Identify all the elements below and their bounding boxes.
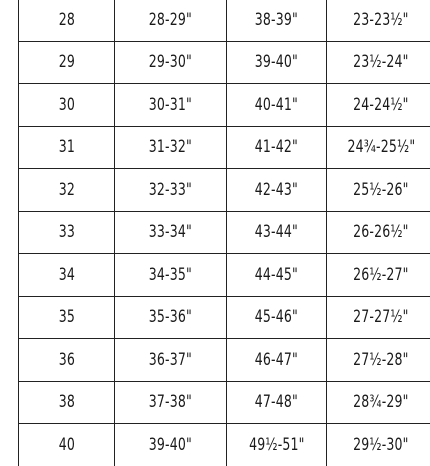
hip-cell [227, 41, 327, 84]
cell-text: 36 [58, 350, 74, 370]
cell-text: 35-36" [149, 307, 192, 327]
cell-text: 34 [58, 265, 74, 285]
size-chart-table [18, 0, 430, 466]
cell-text: 35 [58, 307, 74, 327]
cell-text: 47-48" [255, 392, 298, 412]
cell-text: 29-30" [149, 52, 192, 72]
hip-cell [227, 0, 327, 41]
table-row [19, 211, 430, 254]
cell-text: 33-34" [149, 222, 192, 242]
cell-text: 25½-26" [353, 180, 409, 200]
waist-cell [115, 211, 227, 254]
waist-cell [115, 381, 227, 424]
waist-cell [115, 0, 227, 41]
table-row [19, 126, 430, 169]
inseam-cell [327, 296, 430, 339]
cell-text: 38-39" [255, 10, 298, 30]
size-cell [19, 126, 115, 169]
cell-text: 28¾-29" [353, 392, 409, 412]
hip-cell [227, 169, 327, 212]
table-row [19, 381, 430, 424]
inseam-cell [327, 169, 430, 212]
cell-text: 45-46" [255, 307, 298, 327]
size-cell [19, 254, 115, 297]
cell-text: 34-35" [149, 265, 192, 285]
waist-cell [115, 296, 227, 339]
cell-text: 23-23½" [353, 10, 409, 30]
cell-text: 39-40" [255, 52, 298, 72]
inseam-cell [327, 381, 430, 424]
cell-text: 36-37" [149, 350, 192, 370]
cell-text: 30-31" [149, 95, 192, 115]
cell-text: 26-26½" [353, 222, 409, 242]
cell-text: 33 [58, 222, 74, 242]
size-cell [19, 211, 115, 254]
hip-cell [227, 211, 327, 254]
table-row [19, 169, 430, 212]
cell-text: 28 [58, 10, 74, 30]
size-cell [19, 339, 115, 382]
cell-text: 46-47" [255, 350, 298, 370]
cell-text: 29 [58, 52, 74, 72]
size-cell [19, 41, 115, 84]
cell-text: 40-41" [255, 95, 298, 115]
cell-text: 41-42" [255, 137, 298, 157]
table-row [19, 84, 430, 127]
inseam-cell [327, 339, 430, 382]
cell-text: 23½-24" [353, 52, 409, 72]
size-cell [19, 169, 115, 212]
size-cell [19, 381, 115, 424]
waist-cell [115, 254, 227, 297]
hip-cell [227, 339, 327, 382]
cell-text: 24¾-25½" [347, 137, 415, 157]
size-chart-body [19, 0, 430, 466]
hip-cell [227, 296, 327, 339]
waist-cell [115, 126, 227, 169]
cell-text: 37-38" [149, 392, 192, 412]
cell-text: 49½-51" [249, 435, 305, 455]
cell-text: 38 [58, 392, 74, 412]
cell-text: 40 [58, 435, 74, 455]
cell-text: 31-32" [149, 137, 192, 157]
cell-text: 29½-30" [353, 435, 409, 455]
table-row [19, 41, 430, 84]
hip-cell [227, 126, 327, 169]
inseam-cell [327, 84, 430, 127]
inseam-cell [327, 211, 430, 254]
cell-text: 42-43" [255, 180, 298, 200]
table-row [19, 296, 430, 339]
waist-cell [115, 84, 227, 127]
cell-text: 43-44" [255, 222, 298, 242]
inseam-cell [327, 254, 430, 297]
size-cell [19, 296, 115, 339]
waist-cell [115, 41, 227, 84]
hip-cell [227, 84, 327, 127]
table-row [19, 339, 430, 382]
size-cell [19, 0, 115, 41]
cell-text: 31 [58, 137, 74, 157]
cell-text: 27-27½" [353, 307, 409, 327]
cell-text: 24-24½" [353, 95, 409, 115]
hip-cell [227, 254, 327, 297]
inseam-cell [327, 126, 430, 169]
inseam-cell [327, 0, 430, 41]
size-cell [19, 84, 115, 127]
waist-cell [115, 339, 227, 382]
cell-text: 27½-28" [353, 350, 409, 370]
waist-cell [115, 169, 227, 212]
cell-text: 44-45" [255, 265, 298, 285]
table-row [19, 254, 430, 297]
inseam-cell [327, 41, 430, 84]
cell-text: 28-29" [149, 10, 192, 30]
cell-text: 32-33" [149, 180, 192, 200]
cell-text: 39-40" [149, 435, 192, 455]
table-row [19, 0, 430, 41]
hip-cell [227, 381, 327, 424]
cell-text: 26½-27" [353, 265, 409, 285]
cell-text: 30 [58, 95, 74, 115]
cell-text: 32 [58, 180, 74, 200]
